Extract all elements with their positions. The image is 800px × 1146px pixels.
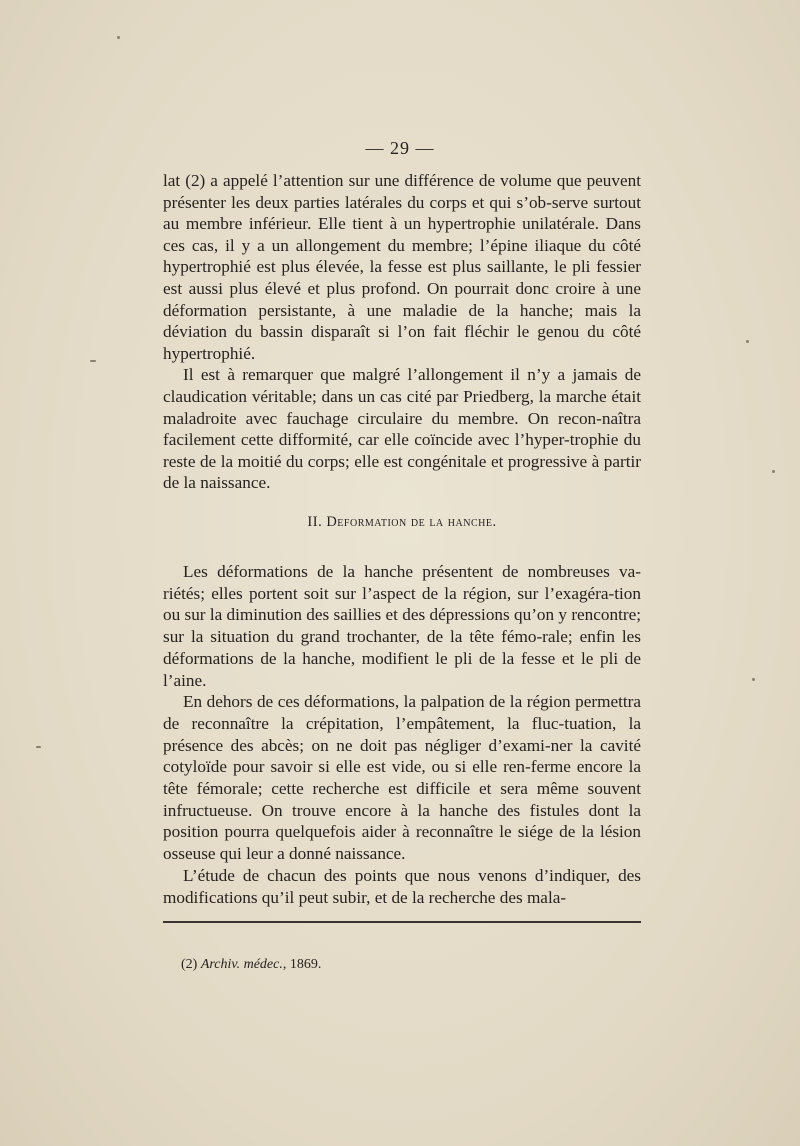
- footnote-source: Archiv. médec.: [200, 957, 283, 972]
- paper-speck: [772, 470, 775, 473]
- paper-speck: [117, 36, 120, 39]
- footnote-year: , 1869.: [282, 957, 322, 972]
- paper-speck: [90, 360, 96, 362]
- paragraph-claudication: Il est à remarquer que malgré l’allongement il n’y a jamais de claudication véritable; dans un cas cité par Priedberg, la marche était maladroite avec fauchage circulaire du membre. On recon-naîtra facilement cette difformité, car elle coïncide avec l’hyper-trophie du reste de la moitié du corps; elle est congénitale et progressive à partir de la naissance.: [163, 365, 641, 493]
- paragraph-etude: L’étude de chacun des points que nous venons d’indiquer, des modifications qu’il peut subir, et de la recherche des mala-: [163, 865, 641, 907]
- paper-speck: [752, 678, 755, 681]
- paper-speck: [36, 746, 41, 748]
- paragraph-continuation: lat (2) a appelé l’attention sur une différence de volume que peuvent présenter les deux parties latérales du corps et qui s’ob-serve surtout au membre inférieur. Elle tient à un hypertrophie unilatérale. Dans ces cas, il y a un allongement du membre; l’épine iliaque du côté hypertrophié est plus élevée, la fesse est plus saillante, le pli fessier est aussi plus élevé et plus profond. On pourrait donc croire à une déformation persistante, à une maladie de la hanche; mais la déviation du bassin disparaît si l’on fait fléchir le genou du côté hypertrophié.: [163, 171, 641, 363]
- section-number: II.: [307, 514, 323, 530]
- section-heading: [163, 514, 641, 531]
- paper-speck: [746, 340, 749, 343]
- page-number: — 29 —: [365, 138, 435, 158]
- body-text-bottom: [163, 561, 641, 908]
- footnote-marker: (2): [181, 957, 198, 972]
- section-title: Deformation de la hanche.: [326, 514, 497, 530]
- footnote-divider: [163, 921, 641, 923]
- paragraph-deformations: Les déformations de la hanche présentent de nombreuses va-riétés; elles portent soit sur l’aspect de la région, sur l’exagéra-tion ou sur la diminution des saillies et des dépressions qu’on y rencontre; sur la situation du grand trochanter, de la tête fémo-rale; enfin les déformations de la hanche, modifient le pli de la fesse et le pli de l’aine.: [163, 562, 641, 690]
- footnote: [181, 957, 321, 973]
- body-text-top: [163, 170, 641, 494]
- paragraph-palpation: En dehors de ces déformations, la palpation de la région permettra de reconnaître la crépitation, l’empâtement, la fluc-tuation, la présence des abcès; on ne doit pas négliger d’exami-ner la cavité cotyloïde pour savoir si elle est vide, ou si elle ren-ferme encore la tête fémorale; cette recherche est difficile et sera même souvent infructueuse. On trouve encore à la hanche des fistules dont la position pourra quelquefois aider à reconnaître le siége de la lésion osseuse qui leur a donné naissance.: [163, 692, 641, 864]
